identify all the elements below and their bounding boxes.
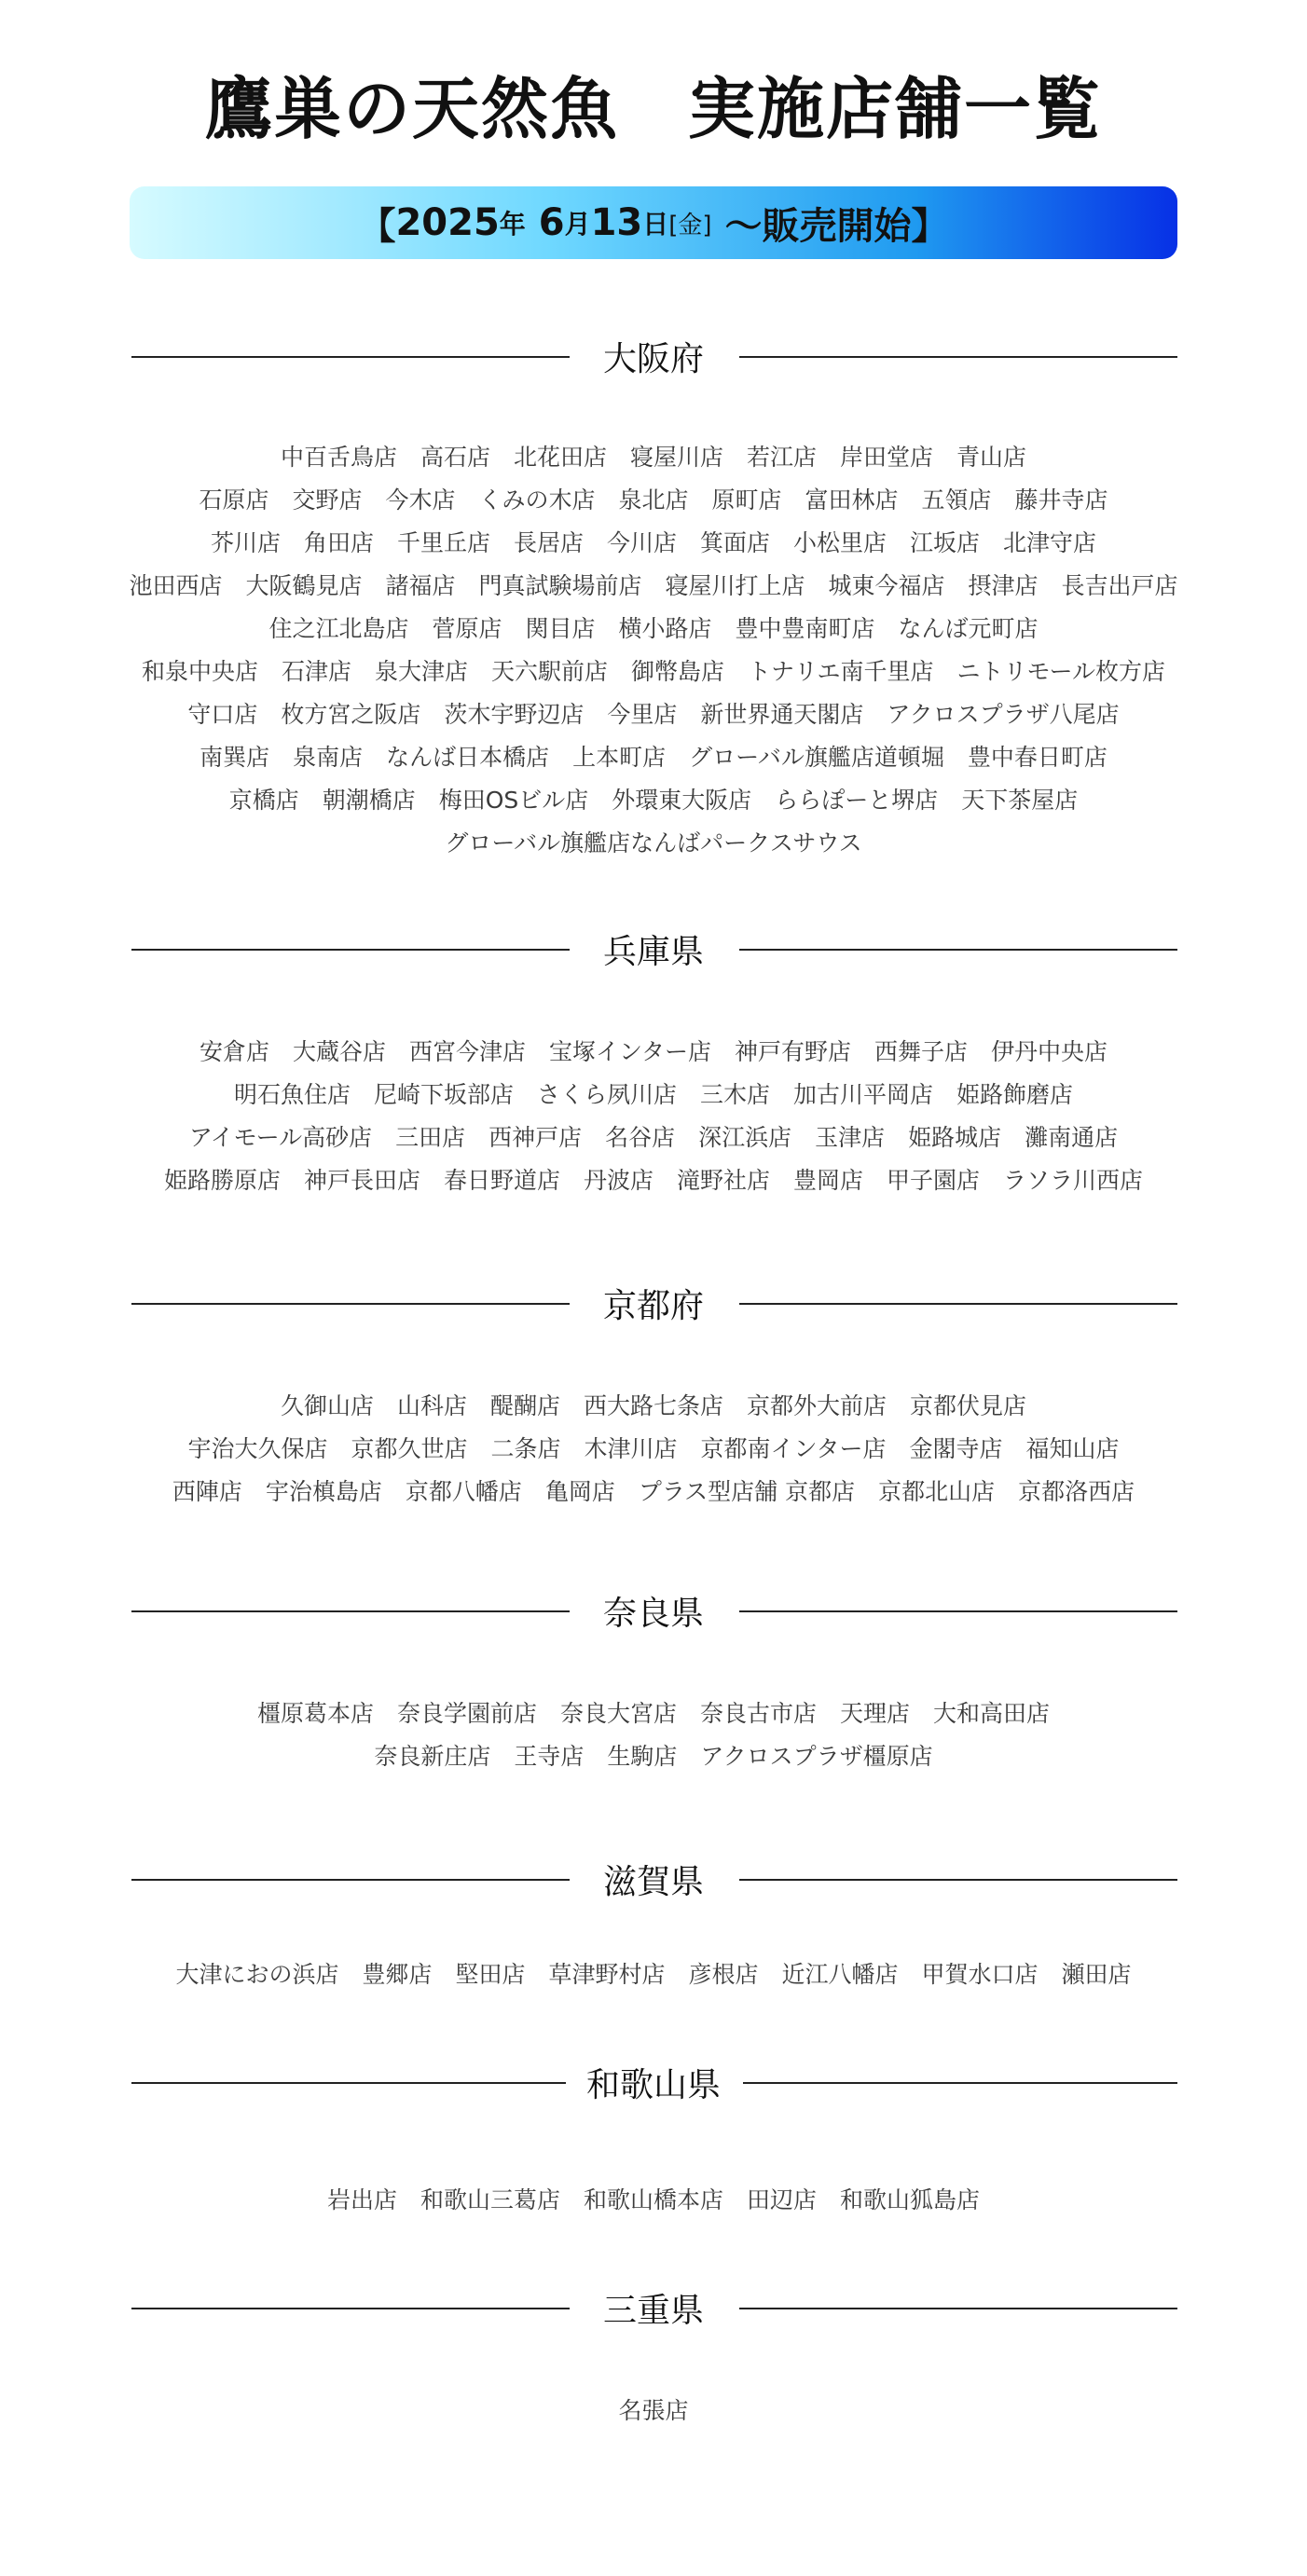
store-line: 池田西店 大阪鶴見店 諸福店 門真試験場前店 寝屋川打上店 城東今福店 摂津店 長吉出戸店: [129, 572, 1178, 599]
section-wakayama: [0, 2054, 1307, 2222]
section-title: 滋賀県: [585, 1856, 722, 1903]
store-line: 橿原葛本店 奈良学園前店 奈良大宮店 奈良古市店 天理店 大和高田店: [256, 1700, 1050, 1727]
section-mie: [0, 2280, 1307, 2432]
divider-line-left: [131, 356, 570, 358]
store-line: 和泉中央店 石津店 泉大津店 天六駅前店 御幣島店 トナリエ南千里店 ニトリモール枚方店: [141, 658, 1165, 685]
section-header: [0, 1275, 1307, 1331]
store-line: 姫路勝原店 神戸長田店 春日野道店 丹波店 滝野社店 豊岡店 甲子園店 ラソラ川西店: [163, 1167, 1143, 1194]
divider-line-right: [743, 2082, 1177, 2084]
divider-line-left: [131, 1879, 570, 1881]
divider-line-left: [131, 2308, 570, 2309]
store-line: 芥川店 角田店 千里丘店 長居店 今川店 箕面店 小松里店 江坂店 北津守店: [210, 529, 1096, 556]
section-hyogo: [0, 921, 1307, 1202]
store-line: 明石魚住店 尼崎下坂部店 さくら夙川店 三木店 加古川平岡店 姫路飾磨店: [233, 1081, 1073, 1108]
section-title: 奈良県: [585, 1587, 722, 1635]
store-list: [0, 1385, 1307, 1514]
store-list: [0, 1692, 1307, 1778]
banner-month: 6: [525, 201, 565, 244]
section-header: [0, 2280, 1307, 2336]
store-line: 石原店 交野店 今木店 くみの木店 泉北店 原町店 富田林店 五領店 藤井寺店: [199, 486, 1108, 514]
banner-year-unit: 年: [499, 209, 526, 240]
store-line: 京橋店 朝潮橋店 梅田OSビル店 外環東大阪店 ららぽーと堺店 天下茶屋店: [228, 787, 1079, 814]
store-line: 南巽店 泉南店 なんば日本橋店 上本町店 グローバル旗艦店道頓堀 豊中春日町店: [199, 744, 1108, 771]
section-kyoto: [0, 1275, 1307, 1514]
section-osaka: [0, 328, 1307, 865]
section-title: 兵庫県: [585, 925, 722, 973]
divider-line-right: [739, 1879, 1177, 1881]
divider-line-left: [131, 1610, 570, 1612]
section-header: [0, 921, 1307, 977]
section-header: [0, 1851, 1307, 1907]
store-line: 大津におの浜店 豊郷店 堅田店 草津野村店 彦根店 近江八幡店 甲賀水口店 瀬田店: [175, 1961, 1132, 1988]
divider-line-right: [739, 2308, 1177, 2309]
page-title: 鷹巣の天然魚 実施店舗一覧: [204, 69, 1102, 148]
sale-date-banner: [130, 186, 1177, 259]
section-header: [0, 1583, 1307, 1638]
store-line: 西陣店 宇治槙島店 京都八幡店 亀岡店 プラス型店舗 京都店 京都北山店 京都洛西店: [172, 1478, 1135, 1505]
store-list: [0, 2179, 1307, 2222]
banner-weekday: [金]: [668, 211, 712, 240]
store-line: 守口店 枚方宮之阪店 茨木宇野辺店 今里店 新世界通天閣店 アクロスプラザ八尾店: [187, 701, 1120, 728]
banner-month-unit: 月: [564, 209, 591, 240]
divider-line-left: [131, 1303, 570, 1305]
banner-day: 13: [590, 201, 643, 244]
section-nara: [0, 1583, 1307, 1778]
store-line: 久御山店 山科店 醍醐店 西大路七条店 京都外大前店 京都伏見店: [280, 1392, 1026, 1419]
store-line: 安倉店 大蔵谷店 西宮今津店 宝塚インター店 神戸有野店 西舞子店 伊丹中央店: [199, 1038, 1108, 1065]
store-line: 中百舌鳥店 高石店 北花田店 寝屋川店 若江店 岸田堂店 青山店: [280, 444, 1026, 471]
store-list: [0, 1953, 1307, 1996]
store-line: 宇治大久保店 京都久世店 二条店 木津川店 京都南インター店 金閣寺店 福知山店: [187, 1435, 1120, 1462]
section-header: [0, 2054, 1307, 2110]
store-line: 住之江北島店 菅原店 関目店 横小路店 豊中豊南町店 なんば元町店: [268, 615, 1039, 642]
section-title: 三重県: [585, 2284, 722, 2332]
store-line: 奈良新庄店 王寺店 生駒店 アクロスプラザ橿原店: [374, 1743, 933, 1770]
banner-day-unit: 日: [642, 209, 669, 240]
store-line: グローバル旗艦店なんばパークスサウス: [445, 829, 862, 856]
store-list: [0, 2390, 1307, 2432]
section-header: [0, 328, 1307, 384]
store-list: [0, 1031, 1307, 1202]
divider-line-left: [131, 2082, 566, 2084]
store-line: アイモール高砂店 三田店 西神戸店 名谷店 深江浜店 玉津店 姫路城店 灘南通店: [188, 1124, 1119, 1151]
store-line: 岩出店 和歌山三葛店 和歌山橋本店 田辺店 和歌山狐島店: [326, 2186, 980, 2213]
divider-line-right: [739, 356, 1177, 358]
banner-year: 2025: [395, 201, 500, 244]
banner-tail: 〜販売開始】: [711, 204, 949, 248]
store-line: 名張店: [618, 2397, 689, 2424]
section-title: 京都府: [585, 1280, 722, 1327]
banner-open-bracket: 【: [358, 204, 396, 248]
divider-line-left: [131, 949, 570, 951]
section-title: 和歌山県: [568, 2059, 739, 2106]
section-shiga: [0, 1851, 1307, 1996]
section-title: 大阪府: [585, 333, 722, 380]
store-list: [0, 436, 1307, 865]
divider-line-right: [739, 1610, 1177, 1612]
divider-line-right: [739, 1303, 1177, 1305]
divider-line-right: [739, 949, 1177, 951]
